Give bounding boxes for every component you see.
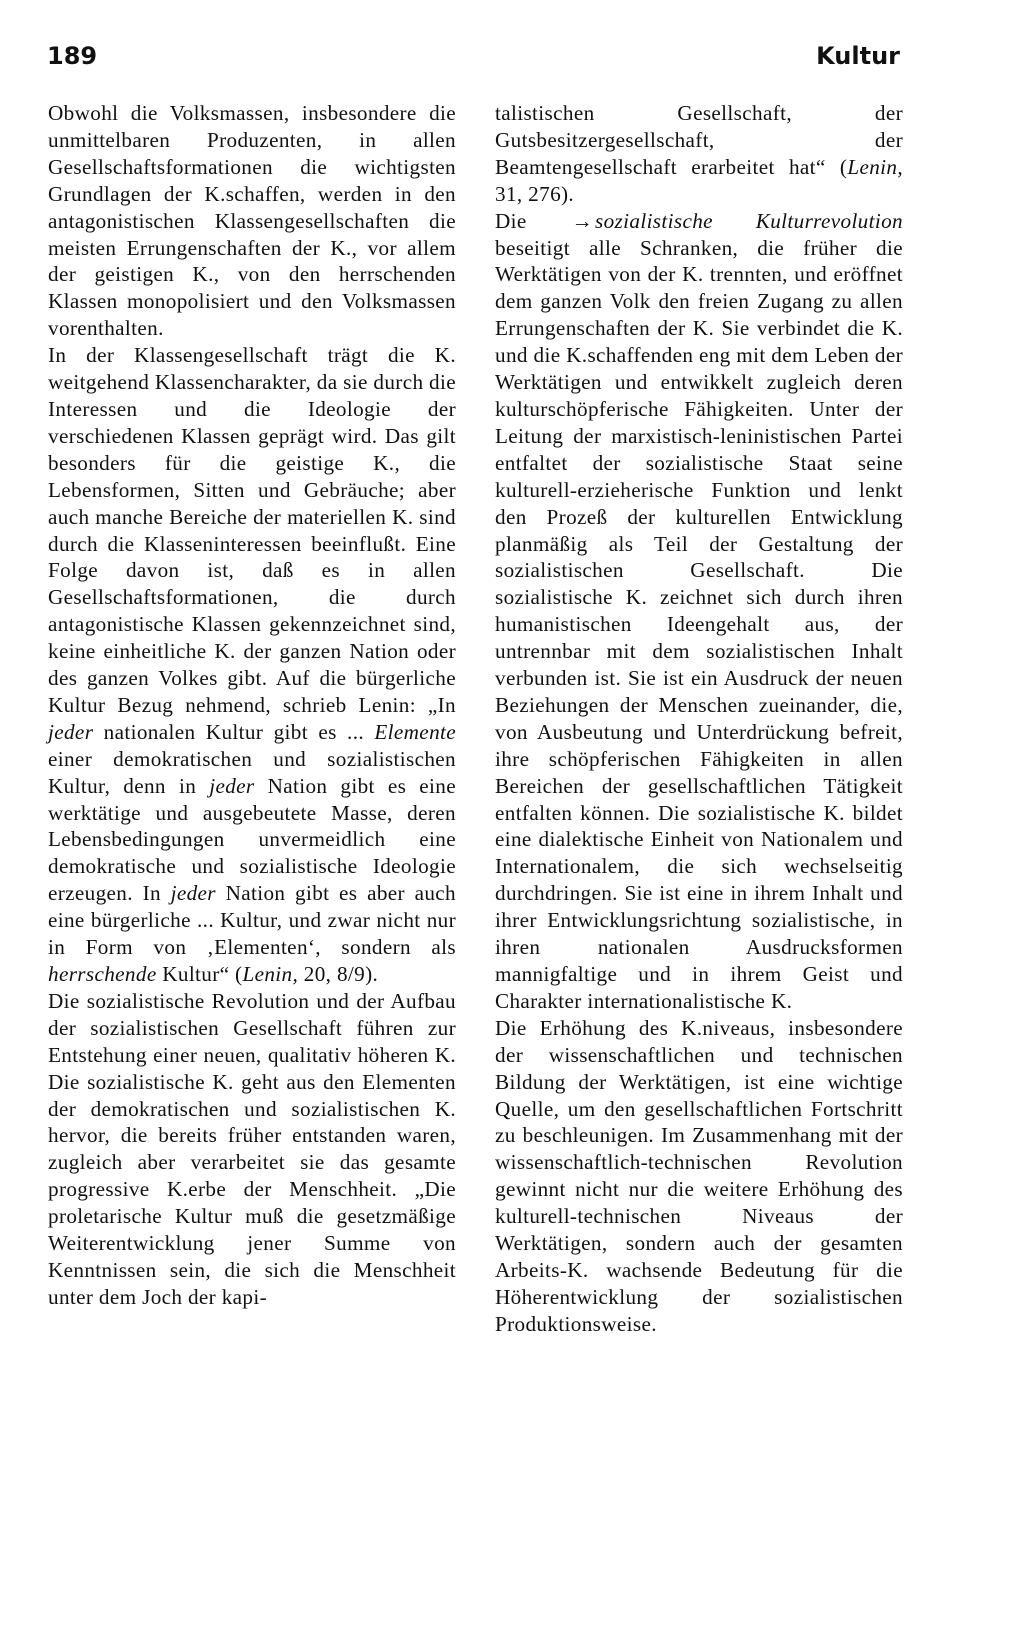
- emphasis: jeder: [48, 719, 94, 744]
- left-column: [48, 100, 456, 1311]
- emphasis: herrschende: [48, 962, 157, 986]
- text-run: nationalen Kultur gibt es ...: [93, 719, 375, 744]
- text-run: 31, 276).: [495, 181, 575, 206]
- text-run: Kultur“ (: [156, 962, 243, 986]
- header-title: Kultur: [816, 42, 900, 70]
- paragraph-with-crossref: [495, 208, 903, 1015]
- emphasis: jeder: [170, 881, 216, 906]
- right-column: [495, 100, 903, 1338]
- running-head: [47, 38, 900, 78]
- text-run: In der Klassengesellschaft trägt die K. weitgehend Klassencharakter, da sie durch die Interessen und die Ideologie der verschiedenen Klassen geprägt wird. Das gilt besonders für die geistige K., die Lebensformen, Sitten und Gebräuche; aber auch manche Bereiche der materiellen K. sind durch die Klasseninteressen beeinflußt. Eine Folge davon ist, daß es in allen Gesellschaftsformationen, die durch antagonistische Klassen gekennzeichnet sind, keine einheitliche K. der ganzen Nation oder des ganzen Volkes gibt. Auf die bürgerliche Kultur Bezug nehmend, schrieb Lenin: „In: [48, 343, 456, 717]
- emphasis: Elemente: [374, 719, 456, 744]
- paragraph: Die Erhöhung des K.niveaus, insbesondere der wissenschaftlichen und technischen Bildung der Werktätigen, ist eine wichtige Quelle, um den gesellschaftlichen Fortschritt zu beschleunigen. Im Zusammenhang mit der wissenschaftlich-technischen Revolution gewinnt nicht nur die weitere Erhöhung des kulturell-technischen Niveaus der Werktätigen, sondern auch der gesamten Arbeits-K. wachsende Bedeutung für die Höherentwicklung der sozialistischen Produktionsweise.: [495, 1015, 903, 1336]
- page-number: 189: [47, 42, 98, 70]
- paragraph: Die sozialistische Revolution und der Aufbau der sozialistischen Gesellschaft führen zur Entstehung einer neuen, qualitativ höheren K. Die sozialistische K. geht aus den Elementen der demokratischen und sozialistischen K. hervor, die bereits früher entstanden waren, zugleich aber verarbeitet sie das gesamte progressive K.erbe der Menschheit. „Die proletarische Kultur muß die gesetzmäßige Weiterentwicklung jener Summe von Kenntnissen sein, die sich die Menschheit unter dem Joch der kapi-: [48, 988, 456, 1309]
- text-run: Nation gibt es aber auch eine bürgerliche ... Kultur, und zwar nicht nur in Form von ‚Elementen‘, sondern als: [48, 881, 457, 960]
- text-run: beseitigt alle Schranken, die früher die Werktätigen von der K. trennten, und eröffnet dem ganzen Volk den freien Zugang zu allen Errungenschaften der K. Sie verbindet die K. und die K.schaffenden eng mit dem Leben der Werktätigen und entwikkelt zugleich deren kulturschöpferische Fähigkeiten. Unter der Leitung der marxistisch-leninistischen Partei entfaltet der sozialistische Staat seine kulturell-erzieherische Funktion und lenkt den Prozeß der kulturellen Entwicklung planmäßig als Teil der Gestaltung der sozialistischen Gesellschaft. Die sozialistische K. zeichnet sich durch ihren humanistischen Ideengehalt aus, der untrennbar mit dem sozialistischen Inhalt verbunden ist. Sie ist ein Ausdruck der neuen Beziehungen der Menschen zueinander, die, von Ausbeutung und Unterdrückung befreit, ihre schöpferischen Fähigkeiten in allen Bereichen der gesellschaftlichen Tätigkeit entfalten können. Die sozialistische K. bildet eine dialektische Einheit von Nationalem und Internationalem, die sich wechselseitig durchdringen. Sie ist eine in ihrem Inhalt und ihrer Entwicklungsrichtung sozialistische, in ihren nationalen Ausdrucksformen mannigfaltige und in ihrem Geist und Charakter internationalistische K.: [495, 235, 903, 1013]
- text-run: Die: [495, 208, 570, 233]
- text-run: talistischen Gesellschaft, der Gutsbesitzergesellschaft, der Beamtengesellschaft erarbeitet hat“ (: [495, 101, 903, 179]
- paragraph-with-quote: [48, 342, 456, 988]
- paragraph-continuation: [495, 100, 903, 208]
- text-run: einer demokratischen und sozialistischen Kultur, denn in: [48, 746, 456, 798]
- text-run: 20, 8/9).: [298, 962, 379, 986]
- citation-author: Lenin,: [847, 154, 903, 179]
- cross-reference-link[interactable]: sozialistische Kulturrevolution: [595, 208, 903, 233]
- paragraph: Obwohl die Volksmassen, insbesondere die unmittelbaren Produzenten, in allen Gesellschaftsformationen die wichtigsten Grundlagen der K.schaffen, werden in den antagonistischen Klassengesellschaften die meisten Errungenschaften der K., vor allem der geistigen K., von den herrschenden Klassen monopolisiert und den Volksmassen vorenthalten.: [48, 101, 456, 341]
- citation-author: Lenin,: [242, 962, 299, 986]
- cross-reference-arrow-icon: →: [571, 208, 594, 233]
- emphasis: jeder: [209, 773, 255, 798]
- text-run: Nation gibt es eine werktätige und ausgebeutete Masse, deren Lebensbedingungen unvermeidlich eine demokratische und sozialistische Ideologie erzeugen. In: [48, 773, 456, 906]
